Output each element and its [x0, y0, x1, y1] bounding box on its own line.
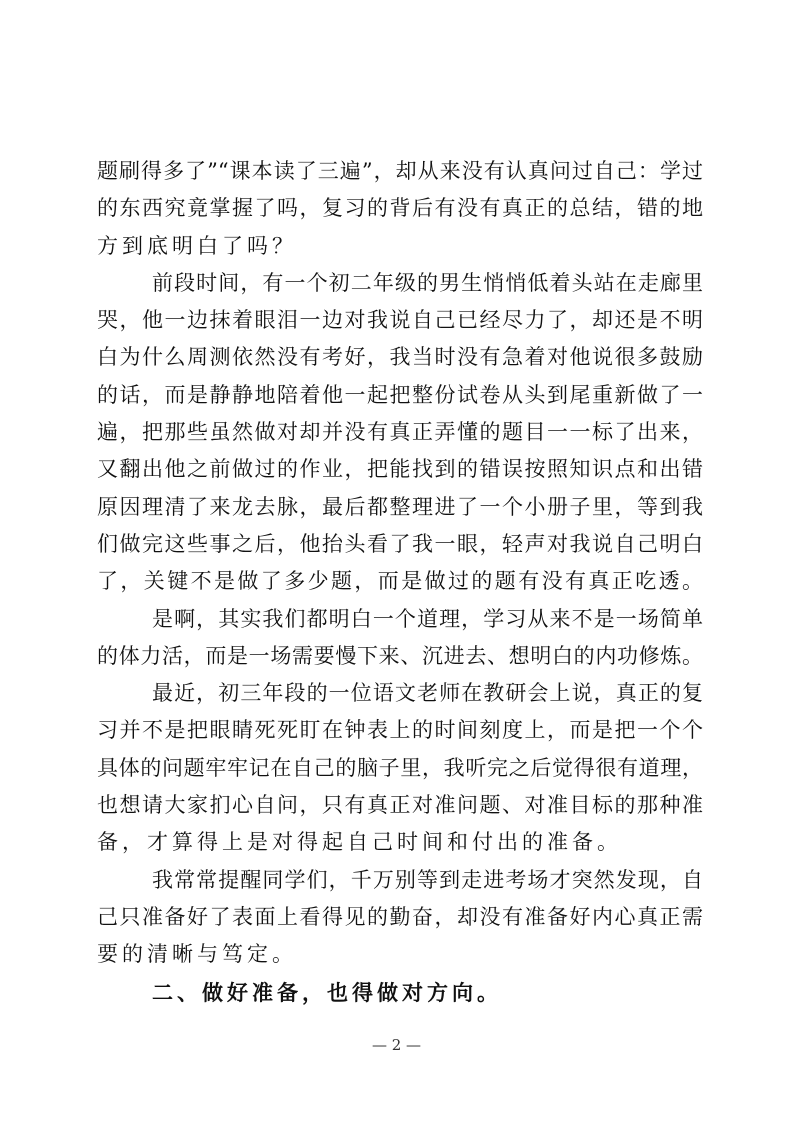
text-line: 了，关键不是做了多少题，而是做过的题有没有真正吃透。 [97, 569, 703, 594]
text-line: 前段时间，有一个初二年级的男生悄悄低着头站在走廊里 [152, 270, 703, 295]
text-line: 方到底明白了吗？ [97, 233, 297, 258]
text-line: 的话，而是静静地陪着他一起把整份试卷从头到尾重新做了一 [97, 382, 703, 407]
text-line: 具体的问题牢牢记在自己的脑子里，我听完之后觉得很有道理， [97, 755, 703, 780]
text-line: 白为什么周测依然没有考好，我当时没有急着对他说很多鼓励 [97, 345, 703, 370]
paragraph [97, 265, 703, 601]
text-line: 题刷得多了”“课本读了三遍”，却从来没有认真问过自己：学过 [97, 159, 703, 183]
text-line: 是啊，其实我们都明白一个道理，学习从来不是一场简单 [152, 606, 703, 631]
text-line: 最近，初三年段的一位语文老师在教研会上说，真正的复 [152, 681, 703, 706]
text-line: 我常常提醒同学们，千万别等到走进考场才突然发现，自 [152, 867, 703, 892]
section-heading: 二、做好准备，也得做对方向。 [152, 979, 502, 1005]
text-line: 的体力活，而是一场需要慢下来、沉进去、想明白的内功修炼。 [97, 643, 703, 668]
text-line: 遍，把那些虽然做对却并没有真正弄懂的题目一一标了出来， [97, 420, 703, 445]
text-line: 又翻出他之前做过的作业，把能找到的错误按照知识点和出错 [97, 457, 703, 482]
document-body [97, 153, 703, 1011]
text-line: 哭，他一边抹着眼泪一边对我说自己已经尽力了，却还是不明 [97, 308, 703, 333]
text-line: 要的清晰与笃定。 [97, 942, 297, 967]
paragraph [97, 675, 703, 861]
text-line: 也想请大家扪心自问，只有真正对准问题、对准目标的那种准 [97, 793, 703, 818]
paragraph [97, 862, 703, 974]
text-line: 们做完这些事之后，他抬头看了我一眼，轻声对我说自己明白 [97, 531, 703, 556]
text-line: 原因理清了来龙去脉，最后都整理进了一个小册子里，等到我 [97, 494, 703, 519]
text-line: 己只准备好了表面上看得见的勤奋，却没有准备好内心真正需 [97, 904, 703, 929]
text-line: 习并不是把眼睛死死盯在钟表上的时间刻度上，而是把一个个 [97, 718, 703, 743]
page-number: — 2 — [371, 1036, 422, 1054]
paragraph [97, 153, 703, 265]
text-line: 的东西究竟掌握了吗，复习的背后有没有真正的总结，错的地 [97, 196, 703, 221]
paragraph [97, 601, 703, 676]
text-line: 备，才算得上是对得起自己时间和付出的准备。 [97, 830, 622, 855]
